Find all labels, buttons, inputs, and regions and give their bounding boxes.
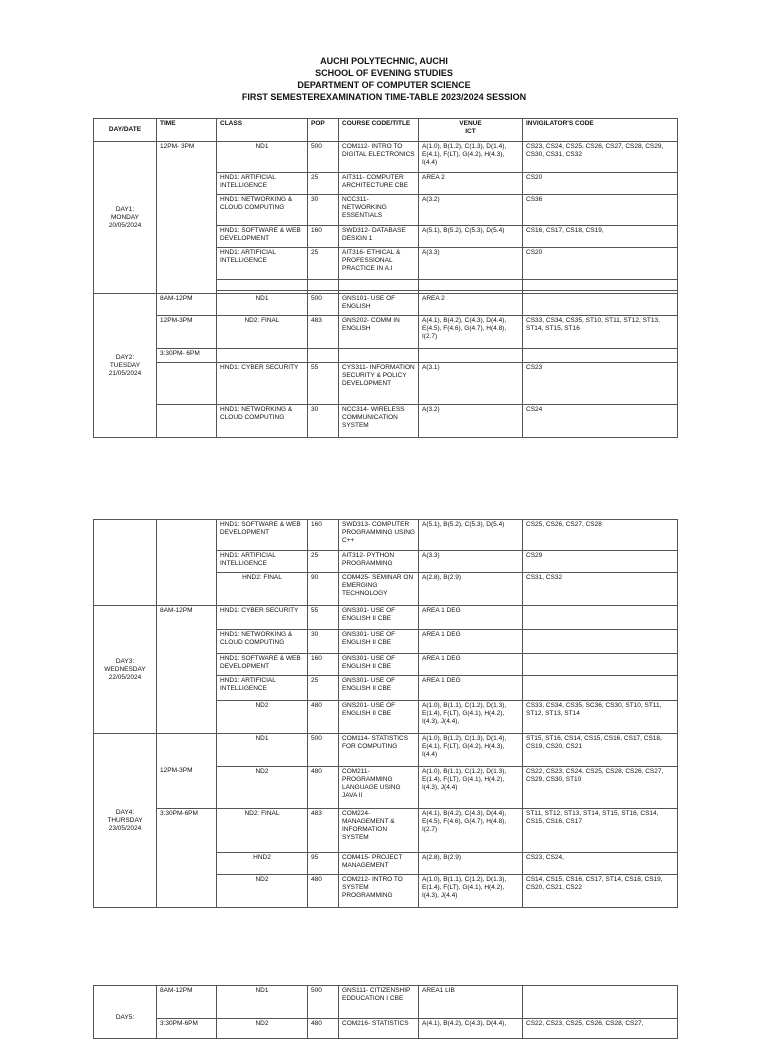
class-cell: HND2: FINAL [217, 573, 308, 606]
day-label: DAY5: [115, 1014, 135, 1021]
venue-cell: A(1.0), B(1.2), C(1.3), D(1.4), E(4.1), F(LT), G(4.2), H(4.3), I(4.4) [419, 142, 523, 173]
venue-cell: A(1.0), B(1.1), C(1.2), D(1.3), E(1.4), F(LT), G(4.1), H(4.2), I(4.3), J(4.4), [419, 701, 523, 734]
timetable-section-2 [93, 519, 678, 908]
day-cell [94, 606, 157, 734]
class-cell: HND1: SOFTWARE & WEB DEVELOPMENT [217, 520, 308, 551]
venue-cell: A(3.3) [419, 248, 523, 280]
course-cell: COM425- SEMINAR ON EMERGING TECHNOLOGY [339, 573, 419, 606]
venue-cell: A(3.2) [419, 405, 523, 438]
school-name: SCHOOL OF EVENING STUDIES [315, 68, 453, 78]
institution-name: AUCHI POLYTECHNIC, AUCHI [320, 56, 448, 66]
empty-cell [419, 280, 523, 291]
empty-cell [523, 349, 678, 363]
venue-cell: A(3.2) [419, 195, 523, 226]
course-cell: SWD312- DATABASE DESIGN 1 [339, 226, 419, 248]
venue-cell: AREA 1 DEG [419, 606, 523, 630]
venue-cell: AREA 1 DEG [419, 654, 523, 676]
col-invigilator: INVIGILATOR'S CODE [523, 119, 678, 142]
course-cell: COM114- STATISTICS FOR COMPUTING [339, 734, 419, 767]
venue-cell: A(3.3) [419, 551, 523, 573]
time-cell: 12PM-3PM [157, 316, 217, 349]
date: 23/05/2024 [108, 824, 142, 832]
class-cell: HND1: SOFTWARE & WEB DEVELOPMENT [217, 654, 308, 676]
class-cell: ND2: FINAL [217, 316, 308, 349]
class-cell: ND2 [217, 701, 308, 734]
class-cell: HND2 [217, 853, 308, 875]
day-cell [94, 986, 157, 1039]
pop-cell: 55 [308, 363, 339, 405]
table-row [94, 986, 678, 1019]
pop-cell: 30 [308, 630, 339, 654]
pop-cell: 90 [308, 573, 339, 606]
table-row [94, 349, 678, 363]
header-row [94, 119, 678, 142]
venue-cell: A(4.1), B(4.2), C(4.3), D(4.4), [419, 1019, 523, 1039]
empty-cell [157, 363, 217, 405]
invigilator-cell: CS22, CS23, CS25, CS26, CS28, CS27, [523, 1019, 678, 1039]
venue-cell: A(1.0), B(1.1), C(1.2), D(1.3), E(1.4), F(LT), G(4.1), H(4.2), I(4.3), J(4.4) [419, 767, 523, 809]
invigilator-cell: ST15, ST16, CS14, CS15, CS16, CS17, CS18, CS19, CS20, CS21 [523, 734, 678, 767]
empty-cell [94, 520, 157, 606]
course-cell: GNS101- USE OF ENGLISH [339, 294, 419, 316]
venue-cell: A(4.1), B(4.2), C(4.3), D(4.4), E(4.5), F(4.6), G(4.7), H(4.8), I(2.7) [419, 809, 523, 853]
course-cell: COM224- MANAGEMENT & INFORMATION SYSTEM [339, 809, 419, 853]
venue-cell: AREA 2 [419, 173, 523, 195]
weekday: TUESDAY [109, 361, 141, 369]
invigilator-cell: CS23 [523, 363, 678, 405]
day-cell [94, 294, 157, 438]
class-cell: HND1: NETWORKING & CLOUD COMPUTING [217, 630, 308, 654]
table-row [94, 142, 678, 173]
venue-cell: A(2.8), B(2.9) [419, 853, 523, 875]
pop-cell: 160 [308, 520, 339, 551]
course-cell: SWD313- COMPUTER PROGRAMMING USING C++ [339, 520, 419, 551]
invigilator-cell: CS23, CS24, [523, 853, 678, 875]
col-course: COURSE CODE/TITLE [339, 119, 419, 142]
empty-cell [523, 280, 678, 291]
empty-cell [217, 280, 308, 291]
time-cell: 3:30PM-6PM [157, 1019, 217, 1039]
empty-cell [308, 349, 339, 363]
venue-label: VENUE [459, 120, 482, 127]
pop-cell: 483 [308, 316, 339, 349]
class-cell: HND1: ARTIFICIAL INTELLIGENCE [217, 676, 308, 701]
col-time: TIME [157, 119, 217, 142]
venue-cell: AREA 1 DEG [419, 676, 523, 701]
date: 22/05/2024 [108, 673, 142, 681]
pop-cell: 30 [308, 405, 339, 438]
venue-cell: A(5.1), B(5.2), C(5.3), D(5.4) [419, 520, 523, 551]
time-cell: 8AM-12PM [157, 606, 217, 734]
empty-cell [339, 349, 419, 363]
table-row [94, 1019, 678, 1039]
course-cell: COM212- INTRO TO SYSTEM PROGRAMMING [339, 875, 419, 908]
table-row [94, 520, 678, 551]
weekday: WEDNESDAY [104, 665, 146, 673]
pop-cell: 55 [308, 606, 339, 630]
course-cell: COM216- STATISTICS [339, 1019, 419, 1039]
invigilator-cell: CS33, CS34, CS35, ST10, ST11, ST12, ST13, ST14, ST15, ST16 [523, 316, 678, 349]
pop-cell: 483 [308, 809, 339, 853]
venue-cell: AREA1 LIB [419, 986, 523, 1019]
pop-cell: 95 [308, 853, 339, 875]
pop-cell: 30 [308, 195, 339, 226]
pop-cell: 480 [308, 875, 339, 908]
invigilator-cell [523, 676, 678, 701]
time-cell: 12PM-3PM [157, 734, 217, 809]
invigilator-cell: CS33, CS34, CS35, SC36, CS30, ST10, ST11, ST12, ST13, ST14 [523, 701, 678, 734]
class-cell: HND1: ARTIFICIAL INTELLIGENCE [217, 551, 308, 573]
course-cell: GNS301- USE OF ENGLISH II CBE [339, 654, 419, 676]
empty-cell [308, 280, 339, 291]
pop-cell: 25 [308, 248, 339, 280]
course-cell: NCC311- NETWORKING ESSENTIALS [339, 195, 419, 226]
invigilator-cell: CS31, CS32 [523, 573, 678, 606]
day-cell [94, 142, 157, 294]
date: 20/05/2024 [108, 221, 142, 229]
course-cell: GNS201- USE OF ENGLISH II CBE [339, 701, 419, 734]
invigilator-cell: CS20 [523, 173, 678, 195]
weekday: THURSDAY [107, 816, 143, 824]
pop-cell: 25 [308, 173, 339, 195]
invigilator-cell: CS16, CS17, CS18, CS19, [523, 226, 678, 248]
day-cell [94, 734, 157, 908]
invigilator-cell: ST11, ST12, ST13, ST14, ST15, ST16, CS14, CS15, CS16, CS17 [523, 809, 678, 853]
table-row [94, 363, 678, 405]
pop-cell: 25 [308, 551, 339, 573]
timetable-section-1 [93, 118, 678, 438]
department-name: DEPARTMENT OF COMPUTER SCIENCE [297, 80, 471, 90]
class-cell: ND2 [217, 767, 308, 809]
venue-cell: A(1.0), B(1.1), C(1.2), D(1.3), E(1.4), F(LT), G(4.1), H(4.2), I(4.3), J(4.4) [419, 875, 523, 908]
course-cell: GNS301- USE OF ENGLISH II CBE [339, 630, 419, 654]
time-cell: 3:30PM- 6PM [157, 349, 217, 363]
table-row [94, 316, 678, 349]
class-cell: HND1: CYBER SECURITY [217, 606, 308, 630]
date: 21/05/2024 [108, 369, 142, 377]
class-cell: HND1: ARTIFICIAL INTELLIGENCE [217, 173, 308, 195]
class-cell: ND1 [217, 142, 308, 173]
pop-cell: 500 [308, 294, 339, 316]
course-cell: NCC314- WIRELESS COMMUNICATION SYSTEM [339, 405, 419, 438]
class-cell: HND1: CYBER SECURITY [217, 363, 308, 405]
class-cell: ND2: FINAL [217, 809, 308, 853]
course-cell: COM211- PROGRAMMING LANGUAGE USING JAVA II [339, 767, 419, 809]
pop-cell: 500 [308, 734, 339, 767]
col-class: CLASS [217, 119, 308, 142]
pop-cell: 500 [308, 986, 339, 1019]
invigilator-cell: CS29 [523, 551, 678, 573]
invigilator-cell [523, 294, 678, 316]
day-label: DAY4: [115, 808, 135, 816]
invigilator-cell: CS14, CS15, CS16, CS17, ST14, CS18, CS19, CS20, CS21, CS22 [523, 875, 678, 908]
class-cell: HND1: NETWORKING & CLOUD COMPUTING [217, 405, 308, 438]
invigilator-cell [523, 630, 678, 654]
time-cell: 3:30PM-6PM [157, 809, 217, 908]
timetable-section-3 [93, 985, 678, 1039]
empty-cell [419, 349, 523, 363]
pop-cell: 160 [308, 654, 339, 676]
invigilator-cell: CS20 [523, 248, 678, 280]
course-cell: GNS301- USE OF ENGLISH II CBE [339, 606, 419, 630]
table-row [94, 809, 678, 853]
empty-cell [157, 405, 217, 438]
invigilator-cell [523, 606, 678, 630]
pop-cell: 480 [308, 1019, 339, 1039]
document-header [0, 55, 768, 103]
venue-cell: A(4.1), B(4.2), C(4.3), D(4.4), E(4.5), F(4.6), G(4.7), H(4.8), I(2.7) [419, 316, 523, 349]
venue-cell: A(5.1), B(5.2), C(5.3), D(5.4) [419, 226, 523, 248]
class-cell: ND2 [217, 875, 308, 908]
day-label: DAY2: [115, 353, 135, 361]
course-cell: COM112- INTRO TO DIGITAL ELECTRONICS [339, 142, 419, 173]
course-cell: CYS311- INFORMATION SECURITY & POLICY DEVELOPMENT [339, 363, 419, 405]
course-cell: GNS111- CITIZENSHIP EDDUCATION I CBE [339, 986, 419, 1019]
col-day-date: DAY/DATE [94, 119, 157, 142]
course-cell: GNS202- COMM IN ENGLISH [339, 316, 419, 349]
pop-cell: 25 [308, 676, 339, 701]
time-cell: 12PM- 3PM [157, 142, 217, 294]
table-row [94, 294, 678, 316]
weekday: MONDAY [110, 213, 140, 221]
course-cell: AIT316- ETHICAL & PROFESSIONAL PRACTICE IN A.I [339, 248, 419, 280]
venue-sublabel: ICT [465, 128, 476, 135]
invigilator-cell: CS36 [523, 195, 678, 226]
class-cell: ND1 [217, 986, 308, 1019]
venue-cell: A(1.0), B(1.2), C(1.3), D(1.4), E(4.1), F(LT), G(4.2), H(4.3), I(4.4) [419, 734, 523, 767]
empty-cell [157, 520, 217, 606]
venue-cell: AREA 1 DEG [419, 630, 523, 654]
class-cell: ND1 [217, 294, 308, 316]
course-cell: AIT311- COMPUTER ARCHITECTURE CBE [339, 173, 419, 195]
table-row [94, 606, 678, 630]
invigilator-cell: CS22, CS23, CS24, CS25, CS28, CS26, CS27, CS29, CS30, ST10 [523, 767, 678, 809]
invigilator-cell [523, 654, 678, 676]
table-row [94, 734, 678, 767]
timetable-title: FIRST SEMESTEREXAMINATION TIME-TABLE 2023/2024 SESSION [241, 92, 527, 102]
col-venue [419, 119, 523, 142]
course-cell: AIT312- PYTHON PROGRAMMING [339, 551, 419, 573]
venue-cell: A(3.1) [419, 363, 523, 405]
pop-cell: 500 [308, 142, 339, 173]
class-cell: HND1: NETWORKING & CLOUD COMPUTING [217, 195, 308, 226]
course-cell: GNS301- USE OF ENGLISH II CBE [339, 676, 419, 701]
invigilator-cell [523, 986, 678, 1019]
col-pop: POP [308, 119, 339, 142]
class-cell: HND1: SOFTWARE & WEB DEVELOPMENT [217, 226, 308, 248]
pop-cell: 480 [308, 701, 339, 734]
empty-cell [217, 349, 308, 363]
pop-cell: 160 [308, 226, 339, 248]
day-label: DAY1: [115, 205, 135, 213]
invigilator-cell: CS24 [523, 405, 678, 438]
empty-cell [339, 280, 419, 291]
class-cell: HND1: ARTIFICIAL INTELLIGENCE [217, 248, 308, 280]
invigilator-cell: CS25, CS26, CS27, CS28 [523, 520, 678, 551]
day-label: DAY3: [115, 657, 135, 665]
class-cell: ND2 [217, 1019, 308, 1039]
venue-cell: A(2.8), B(2.9) [419, 573, 523, 606]
class-cell: ND1 [217, 734, 308, 767]
course-cell: COM415- PROJECT MANAGEMENT [339, 853, 419, 875]
venue-cell: AREA 2 [419, 294, 523, 316]
invigilator-cell: CS23, CS24, CS25, CS26, CS27, CS28, CS29, CS30, CS31, CS32 [523, 142, 678, 173]
pop-cell: 480 [308, 767, 339, 809]
time-cell: 8AM-12PM [157, 986, 217, 1019]
table-row [94, 405, 678, 438]
time-cell: 8AM-12PM [157, 294, 217, 316]
